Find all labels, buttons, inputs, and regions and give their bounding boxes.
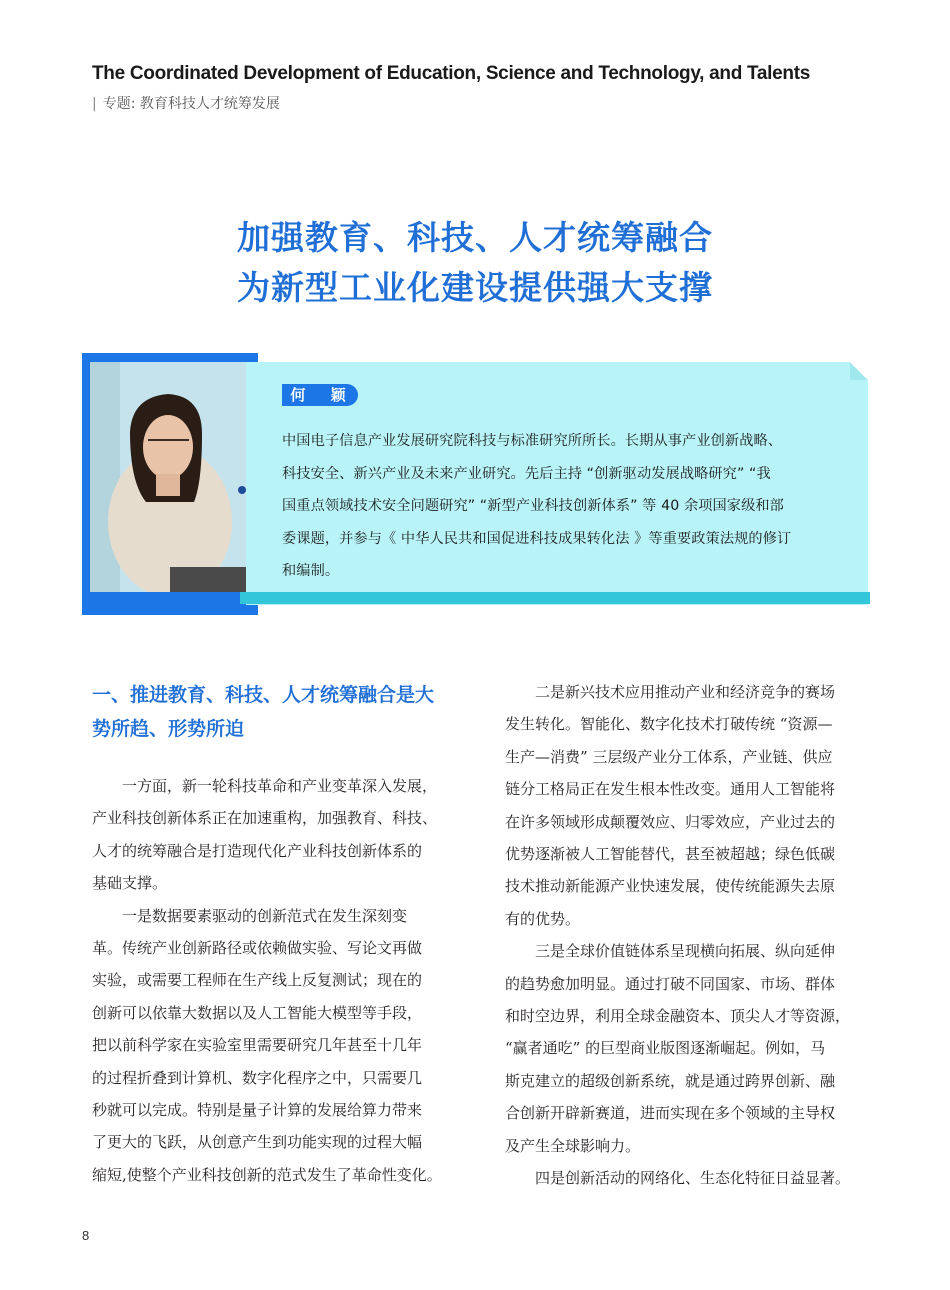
article-title-line-2: 为新型工业化建设提供强大支撑 bbox=[237, 268, 713, 307]
journal-header-subtitle bbox=[92, 93, 280, 113]
section-heading-line: 势所趋、形势所迫 bbox=[92, 718, 245, 740]
bio-box-bottom-strip bbox=[240, 592, 870, 604]
body-text-line: 二是新兴技术应用推动产业和经济竞争的赛场 bbox=[505, 683, 836, 701]
body-text-line: 一方面，新一轮科技革命和产业变革深入发展， bbox=[92, 777, 438, 795]
article-title-line-1: 加强教育、科技、人才统筹融合 bbox=[237, 218, 713, 257]
bio-line: 委课题，并参与《 中华人民共和国促进科技成果转化法 》等重要政策法规的修订 bbox=[282, 530, 792, 547]
body-text-line: 的趋势愈加明显。通过打破不同国家、市场、群体 bbox=[505, 974, 836, 993]
bio-line: 和编制。 bbox=[282, 563, 340, 579]
body-text-line: 缩短,使整个产业科技创新的范式发生了革命性变化。 bbox=[92, 1165, 442, 1184]
author-photo-illustration bbox=[90, 362, 246, 592]
body-text-line: 链分工格局正在发生根本性改变。通用人工智能将 bbox=[505, 780, 836, 799]
author-name-tag: 何 颖 bbox=[282, 384, 358, 406]
section-heading bbox=[92, 678, 462, 746]
bio-line: 科技安全、新兴产业及未来产业研究。先后主持 “创新驱动发展战略研究” “我 bbox=[282, 465, 771, 482]
body-text-line: “赢者通吃” 的巨型商业版图逐渐崛起。例如，马 bbox=[505, 1039, 826, 1058]
body-text-line: 及产生全球影响力。 bbox=[505, 1136, 641, 1155]
body-text-line: 秒就可以完成。特别是量子计算的发展给算力带来 bbox=[92, 1101, 423, 1119]
body-text-line: 创新可以依靠大数据以及人工智能大模型等手段， bbox=[92, 1003, 423, 1022]
body-text-line: 技术推动新能源产业快速发展，使传统能源失去原 bbox=[505, 877, 836, 896]
author-photo bbox=[90, 362, 246, 592]
body-text-line: 和时空边界，利用全球金融资本、顶尖人才等资源， bbox=[505, 1007, 851, 1025]
body-text-line: 斯克建立的超级创新系统，就是通过跨界创新、融 bbox=[505, 1071, 836, 1090]
body-text-line: 的过程折叠到计算机、数字化程序之中，只需要几 bbox=[92, 1068, 423, 1087]
author-bio bbox=[282, 425, 837, 588]
body-text-line: 了更大的飞跃，从创意产生到功能实现的过程大幅 bbox=[92, 1133, 423, 1152]
body-text-line: 基础支撑。 bbox=[92, 874, 168, 893]
subtitle-text: 专题: 教育科技人才统筹发展 bbox=[102, 96, 280, 112]
body-text-line: 发生转化。智能化、数字化技术打破传统 “资源— bbox=[505, 715, 833, 734]
bio-line: 国重点领域技术安全问题研究” “新型产业科技创新体系” 等 40 余项国家级和部 bbox=[282, 498, 784, 514]
body-text-line: 四是创新活动的网络化、生态化特征日益显著。 bbox=[505, 1169, 851, 1187]
body-text-line: 在许多领域形成颠覆效应、归零效应，产业过去的 bbox=[505, 812, 836, 831]
bio-line: 中国电子信息产业发展研究院科技与标准研究所所长。长期从事产业创新战略、 bbox=[282, 433, 783, 449]
journal-header-title: The Coordinated Development of Education, Science and Technology, and Talents bbox=[92, 63, 810, 84]
body-text-line: 实验，或需要工程师在生产线上反复测试；现在的 bbox=[92, 971, 423, 990]
body-text-line: 三是全球价值链体系呈现横向拓展、纵向延伸 bbox=[505, 942, 836, 961]
body-text-line: 一是数据要素驱动的创新范式在发生深刻变 bbox=[92, 906, 408, 925]
section-heading-line: 一、推进教育、科技、人才统筹融合是大 bbox=[92, 684, 435, 706]
body-text-line: 产业科技创新体系正在加速重构，加强教育、科技、 bbox=[92, 809, 438, 828]
body-text-line: 有的优势。 bbox=[505, 909, 581, 928]
body-text-line: 革。传统产业创新路径或依赖做实验、写论文再做 bbox=[92, 939, 423, 957]
subtitle-bar: | bbox=[92, 96, 97, 112]
body-text-line: 生产—消费” 三层级产业分工体系，产业链、供应 bbox=[505, 747, 833, 766]
body-text-line: 把以前科学家在实验室里需要研究几年甚至十几年 bbox=[92, 1036, 423, 1055]
page-number: 8 bbox=[82, 1228, 90, 1243]
body-text-line: 优势逐渐被人工智能替代，甚至被超越；绿色低碳 bbox=[505, 845, 836, 863]
body-text-line: 合创新开辟新赛道，进而实现在多个领域的主导权 bbox=[505, 1104, 836, 1123]
body-text-line: 人才的统筹融合是打造现代化产业科技创新体系的 bbox=[92, 841, 423, 860]
